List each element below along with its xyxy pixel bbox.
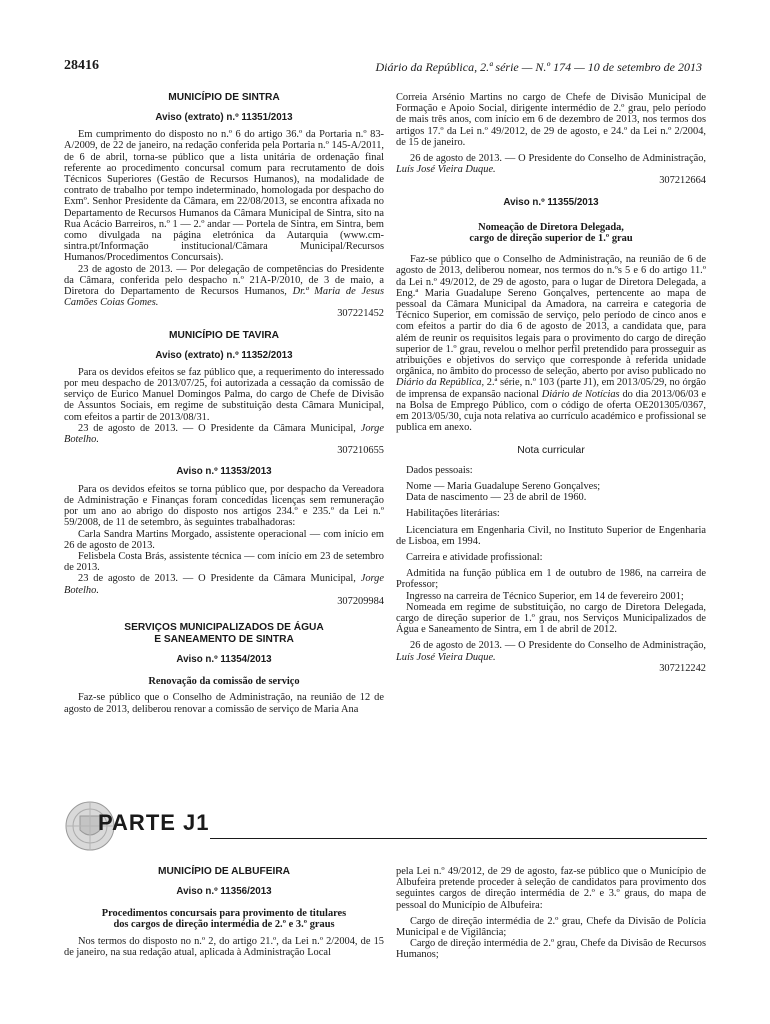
aviso-body (396, 254, 706, 433)
aviso-body: Para os devidos efeitos se faz público que, a requerimento do interessado por meu despacho de 2013/07/25, foi autorizada a cessação da comissão de serviço de Eurico Manuel Domingos Palma, do cargo de Chefe de Divisão de Assuntos Sociais, em regime de substituição desta Câmara Municipal, com efeitos a partir de 2013/08/31. (64, 366, 384, 423)
habilitacoes-text: Licenciatura em Engenharia Civil, no Instituto Superior de Engenharia de Lisboa, em 1994. (396, 524, 706, 547)
aviso-body-part: Faz-se público que o Conselho de Administração, na reunião de 6 de agosto de 2013, deliberou nomear, nos termos do n.ºs 5 e 6 do artigo 11.º da Lei n.º 49/2012, de 29 de agosto, para o lugar de Diretora Delegada, a Eng.ª Maria Guadalupe Sereno Gonçalves, pertencente ao mapa de pessoal da Câmara Municipal da Amadora, na carreira e categoria de Técnico Superior, em comissão de serviço, pelo período de cinco anos e com efeitos a partir do dia 6 de agosto de 2013, a candidata que, para além de reunir os requisitos legais para o provimento do cargo de direção superior de 1.º grau, revelou o melhor perfil pretendido para prosseguir as atribuições e objetivos do serviço que corresponde à referida unidade orgânica, no âmbito do processo de seleção, aberto por aviso publicado no (396, 254, 706, 378)
aviso-body: Para os devidos efeitos se torna público que, por despacho da Vereadora de Administração e Finanças foram concedidas licenças sem remuneração por um ano ao abrigo do disposto nos artigos 234.º e 235.º da Lei n.º 59/2008, de 11 de setembro, às seguintes trabalhadoras: (64, 483, 384, 529)
aviso-body-continuation: pela Lei n.º 49/2012, de 29 de agosto, faz-se público que o Município de Albufeira pretende proceder à seleção de candidatos para provimento dos seguintes cargos de direção intermédia de 2.º e 3.º graus, do mapa de pessoal do Município de Albufeira: (396, 866, 706, 911)
aviso-body-part: 2.ª série, n.º 103 (parte J1), em 2013/05/29, no órgão de imprensa de expansão nacional (396, 377, 706, 400)
signature (64, 573, 384, 595)
aviso-subtitle: Renovação da comissão de serviço (148, 676, 300, 688)
list-item: Cargo de direção intermédia de 2.º grau, Chefe da Divisão de Polícia Municipal e de Vigilância; (396, 915, 706, 939)
aviso-title: Aviso n.º 11355/2013 (503, 196, 599, 208)
carreira-item: Nomeada em regime de substituição, no cargo de Diretora Delegada, cargo de direção superior de 1.º grau, nos Serviços Municipalizados de Água e Saneamento de Sintra, em 1 de abril de 2012. (396, 601, 706, 636)
signature-text: 23 de agosto de 2013. — O Presidente da Câmara Municipal, (78, 573, 361, 585)
aviso-body-part: do dia 2013/06/03 e na Bolsa de Emprego Público, com o código de oferta OE201305/0367, em 2013/05/30, cuja nota relativa ao currículo académico e profissional se publica em anexo. (396, 388, 706, 434)
aviso-subtitle-line: Nomeação de Diretora Delegada, (478, 221, 624, 233)
dados-nome: Nome — Maria Guadalupe Sereno Gonçalves; (406, 480, 601, 492)
section-title-tavira: MUNICÍPIO DE TAVIRA (169, 329, 279, 341)
signature (64, 264, 384, 309)
aviso-body-italic: Diário de Notícias (541, 388, 620, 400)
dados-label: Dados pessoais: (406, 464, 473, 476)
signature-name: Luís José Vieira Duque. (396, 651, 496, 663)
list-item: Cargo de direção intermédia de 2.º grau, Chefe da Divisão de Recursos Humanos; (396, 938, 706, 961)
signature (396, 640, 706, 662)
reference-number: 307210655 (337, 445, 384, 457)
aviso-subtitle (64, 908, 384, 930)
aviso-body-italic: Diário da República, (396, 377, 485, 389)
left-column (64, 92, 384, 715)
carreira-item: Admitida na função pública em 1 de outubro de 1986, na carreira de Professor; (396, 568, 706, 591)
reference-number: 307221452 (337, 308, 384, 320)
signature (396, 153, 706, 175)
left-column-bottom (64, 866, 384, 958)
signature (64, 423, 384, 445)
running-head: Diário da República, 2.ª série — N.º 174 — 10 de setembro de 2013 (375, 60, 702, 74)
signature-name: Luís José Vieira Duque. (396, 164, 496, 176)
list-item: Carla Sandra Martins Morgado, assistente operacional — com início em 26 de agosto de 2013. (64, 528, 384, 551)
right-column (396, 92, 706, 684)
habilitacoes-label: Habilitações literárias: (406, 508, 500, 520)
aviso-body: Nos termos do disposto no n.º 2, do artigo 21.º, da Lei n.º 2/2004, de 15 de janeiro, na sua redação atual, aplicada à Administração Local (64, 935, 384, 958)
carreira-item: Ingresso na carreira de Técnico Superior, em 14 de fevereiro 2001; (406, 590, 684, 602)
signature-text: 26 de agosto de 2013. — O Presidente do Conselho de Administração, (410, 153, 706, 165)
section-title-line: E SANEAMENTO DE SINTRA (154, 633, 294, 645)
reference-number: 307212242 (659, 662, 706, 674)
aviso-subtitle-line: cargo de direção superior de 1.º grau (469, 233, 633, 245)
aviso-body: Faz-se público que o Conselho de Administração, na reunião de 12 de agosto de 2013, deliberou renovar a comissão de serviço de Maria Ana (64, 692, 384, 715)
signature-name: Jorge Botelho. (64, 422, 384, 446)
signature-name: Dr.ª Maria de Jesus Camões Coias Gomes. (64, 286, 384, 309)
signature-text: 23 de agosto de 2013. — O Presidente da Câmara Municipal, (78, 422, 361, 434)
list-item: Felisbela Costa Brás, assistente técnica — com início em 23 de setembro de 2013. (64, 550, 384, 574)
aviso-subtitle (396, 222, 706, 244)
page-number: 28416 (64, 58, 99, 73)
signature-text: 26 de agosto de 2013. — O Presidente do Conselho de Administração, (410, 640, 706, 652)
aviso-body-continuation: Correia Arsénio Martins no cargo de Chefe de Divisão Municipal de Formação e Apoio Social, dirigente intermédio de 2.º grau, pelo período de mais três anos, com início em 6 de dezembro de 2013, nos termos dos artigos 17.º da Lei n.º 49/2012, de 29 de agosto, e 24.º da Lei n.º 2/2004, de 15 de janeiro. (396, 92, 706, 148)
signature-text: 23 de agosto de 2013. — Por delegação de competências do Presidente da Câmara, conferida pelo despacho n.º 21A-P/2010, de 3 de maio, a Diretora do Departamento de Recursos Humanos, (64, 263, 384, 298)
right-column-bottom (396, 866, 706, 961)
nota-curricular-title: Nota curricular (517, 445, 585, 457)
reference-number: 307212664 (659, 175, 706, 187)
aviso-subtitle-line: Procedimentos concursais para provimento de titulares (101, 908, 347, 920)
carreira-label: Carreira e atividade profissional: (406, 551, 543, 563)
signature-name: Jorge Botelho. (64, 573, 384, 596)
aviso-body: Em cumprimento do disposto no n.º 6 do artigo 36.º da Portaria n.º 83-A/2009, de 22 de janeiro, na redação conferida pela Portaria n.º 145-A/2011, de 6 de abril, torna-se público que a lista unitária de ordenação final referente ao procedimento concursal comum para recrutamento de dois Técnicos Superiores (Gestão de Recursos Humanos), na modalidade de contrato de trabalho por tempo indeterminado, homologada por despacho do Exmº. Senhor Presidente da Câmara, em 22/08/2013, se encontra afixada no Departamento de Recursos Humanos da Câmara Municipal de Sintra, sito na Rua Acácio Barreiros, n.º 1 — 2.º andar — Portela de Sintra, em Sintra, bem como divulgada na página eletrónica da Autarquia (www.cm-sintra.pt/Informação institucional/Câmara Municipal/Recursos Humanos/Procedimentos Concursais). (64, 129, 384, 264)
aviso-title: Aviso n.º 11353/2013 (176, 466, 272, 478)
aviso-title: Aviso (extrato) n.º 11351/2013 (155, 112, 293, 123)
aviso-title: Aviso n.º 11354/2013 (176, 653, 272, 665)
dados-nascimento: Data de nascimento — 23 de abril de 1960. (406, 492, 587, 504)
aviso-title: Aviso (extrato) n.º 11352/2013 (155, 349, 293, 361)
section-title-albufeira: MUNICÍPIO DE ALBUFEIRA (157, 866, 291, 877)
section-title-sintra: MUNICÍPIO DE SINTRA (168, 92, 280, 103)
section-title-smas (64, 622, 384, 646)
reference-number: 307209984 (337, 595, 384, 607)
aviso-subtitle-line: dos cargos de direção intermédia de 2.º e 3.º graus (113, 919, 335, 931)
section-title-line: SERVIÇOS MUNICIPALIZADOS DE ÁGUA (124, 621, 324, 633)
aviso-title: Aviso n.º 11356/2013 (176, 886, 272, 897)
parte-divider (210, 838, 707, 839)
parte-label: PARTE J1 (98, 810, 210, 835)
